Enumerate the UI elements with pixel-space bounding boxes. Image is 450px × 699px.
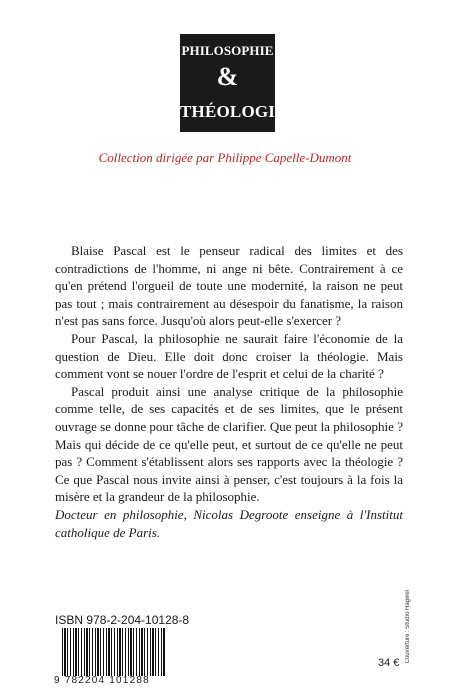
logo-line-theologie: THÉOLOGIE — [180, 102, 287, 121]
back-cover-text — [55, 242, 403, 541]
isbn-label: ISBN 978-2-204-10128-8 — [55, 613, 190, 627]
collection-credit: Collection dirigée par Philippe Capelle-Dumont — [98, 150, 352, 165]
barcode-digits: 9 782204 101288 — [54, 675, 150, 686]
paragraph-3: Pascal produit ainsi une analyse critique de la philosophie comme telle, de ses capacités et de ses limites, que le présent ouvrage se donne pour tâche de clarifier. Que peut la philosophie ? Mais qui décide de ce qu'elle peut, et surtout de ce qu'elle ne peut pas ? Comment s'établissent alors ses rapports avec la théologie ? Ce que Pascal nous invite ainsi à penser, c'est toujours à la fois la misère et la grandeur de la philosophie. — [55, 383, 403, 505]
barcode — [54, 628, 166, 684]
price: 34 € — [378, 657, 400, 669]
cover-credit: Couverture : Studio Hagwel — [405, 590, 411, 664]
logo-line-philosophie: PHILOSOPHIE — [181, 43, 274, 58]
barcode-bars — [62, 628, 166, 676]
paragraph-1: Blaise Pascal est le penseur radical des limites et des contradictions de l'homme, ni ange ni bête. Contrairement à ce qu'en prétend l'orgueil de toute une modernité, la raison ne peut pas tout ; mais contrairement au désespoir du fanatisme, la raison n'est pas sans force. Jusqu'où alors peut-elle s'exercer ? — [55, 243, 403, 329]
author-note: Docteur en philosophie, Nicolas Degroote enseigne à l'Institut catholique de Paris. — [55, 506, 403, 540]
logo-ampersand: & — [216, 62, 239, 91]
series-logo — [180, 34, 287, 132]
paragraph-2: Pour Pascal, la philosophie ne saurait faire l'économie de la question de Dieu. Elle doit donc croiser la théologie. Mais comment vont se nouer l'ordre de l'esprit et celui de la charité ? — [55, 330, 403, 382]
